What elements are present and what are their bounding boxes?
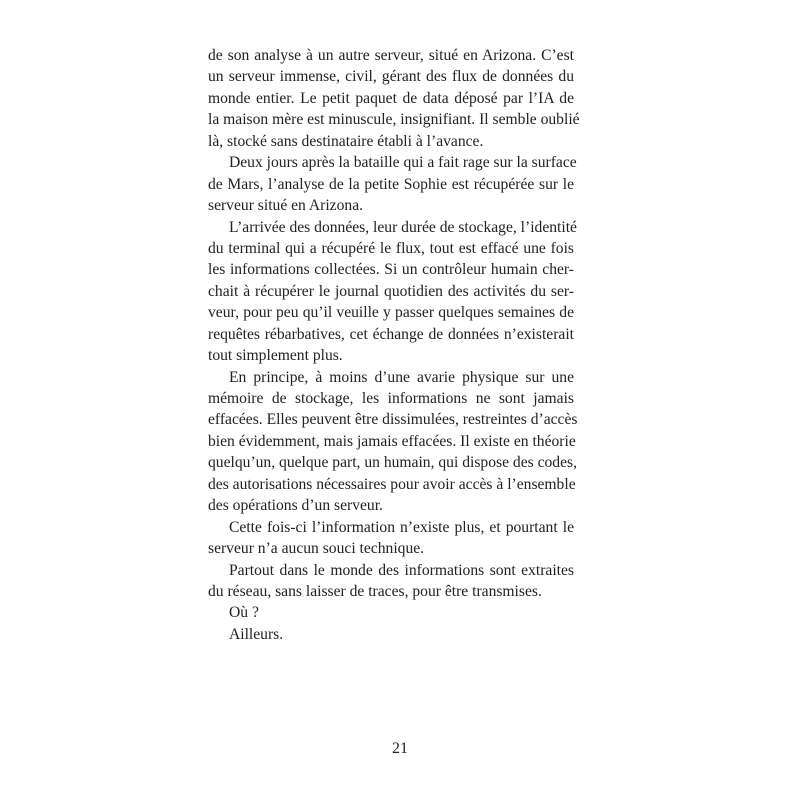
text-line: du terminal qui a récupéré le flux, tout est effacé une fois [208,239,574,257]
text-line: un serveur immense, civil, gérant des flux de données du [208,68,574,86]
text-line: quelqu’un, quelque part, un humain, qui dispose des codes, [208,454,577,472]
body-text [208,45,580,645]
text-line: de son analyse à un autre serveur, situé en Arizona. C’est [208,47,574,64]
paragraph [208,152,577,216]
paragraph [208,45,580,152]
text-line: du réseau, sans laisser de traces, pour être transmises. [208,582,542,600]
text-line: serveur situé en Arizona. [208,197,364,215]
paragraph [208,602,574,623]
text-line: des autorisations nécessaires pour avoir accès à l’ensemble [208,475,576,493]
text-line: En principe, à moins d’une avarie physique sur une [229,368,574,386]
text-line: requêtes rébarbatives, cet échange de données n’existerait [208,325,574,343]
text-line: la maison mère est minuscule, insignifiant. Il semble oublié [208,111,580,129]
text-line: des opérations d’un serveur. [208,497,383,515]
paragraph [208,624,574,645]
text-line: les informations collectées. Si un contrôleur humain cher- [208,261,574,279]
text-line: Partout dans le monde des informations sont extraites [229,561,574,579]
text-line: monde entier. Le petit paquet de data déposé par l’IA de [208,89,574,107]
text-line: L’arrivée des données, leur durée de stockage, l’identité [229,218,577,236]
text-line: Où ? [229,604,259,622]
paragraph [208,217,577,367]
text-line: Deux jours après la bataille qui a fait rage sur la surface [229,154,577,172]
text-line: là, stocké sans destinataire établi à l’avance. [208,132,484,150]
paragraph [208,517,574,560]
text-line: effacées. Elles peuvent être dissimulées, restreintes d’accès [208,411,578,429]
text-line: veur, pour peu qu’il veuille y passer quelques semaines de [208,304,574,322]
paragraph [208,367,578,517]
text-line: chait à récupérer le journal quotidien des activités du ser- [208,282,574,300]
text-line: Cette fois-ci l’information n’existe plus, et pourtant le [229,518,574,536]
text-line: de Mars, l’analyse de la petite Sophie est récupérée sur le [208,175,574,193]
text-line: tout simplement plus. [208,347,343,365]
text-line: serveur n’a aucun souci technique. [208,540,425,558]
text-line: mémoire de stockage, les informations ne sont jamais [208,390,574,407]
text-line: Ailleurs. [229,625,284,643]
page-number: 21 [392,740,408,757]
paragraph [208,560,574,603]
text-line: bien évidemment, mais jamais effacées. Il existe en théorie [208,432,576,450]
